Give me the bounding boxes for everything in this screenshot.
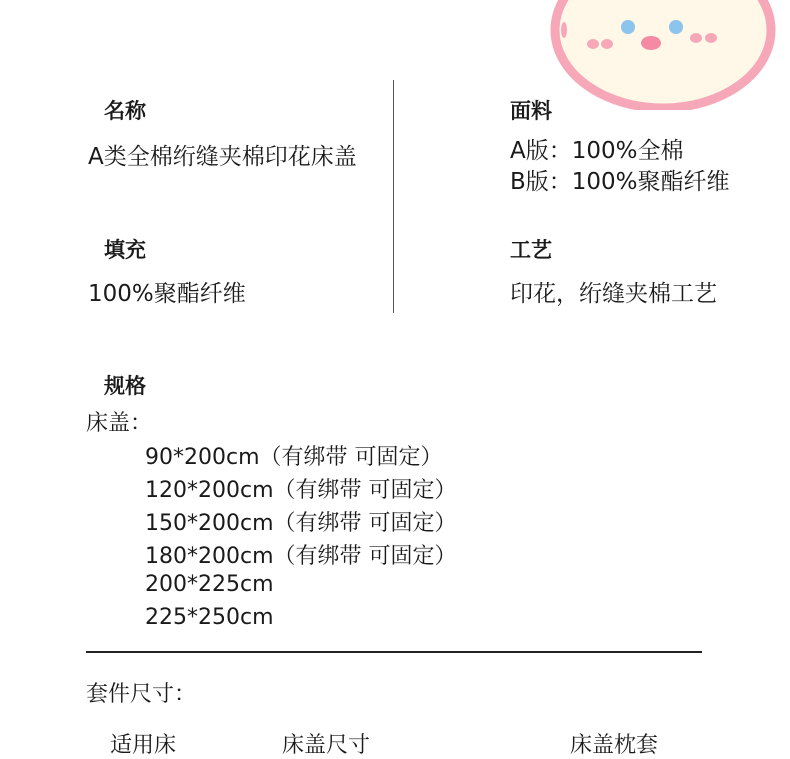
specs-heading: 规格 [104,374,146,398]
craft-value: 印花，绗缝夹棉工艺 [510,281,717,307]
column-header-cover-size: 床盖尺寸 [282,733,371,758]
craft-heading: 工艺 [510,238,552,262]
spec-size-item: 150*200cm（有绑带 可固定） [145,511,457,536]
mascot-eye-right [669,20,683,34]
vertical-divider [393,80,394,313]
column-header-pillowcase: 床盖枕套 [570,733,659,758]
fabric-line-a: A版：100%全棉 [510,138,684,164]
filling-heading: 填充 [104,238,146,262]
mascot-nose [641,36,661,50]
filling-value: 100%聚酯纤维 [88,281,246,307]
fabric-line-b: B版：100%聚酯纤维 [510,169,730,195]
name-heading: 名称 [104,99,146,123]
specs-subheading: 床盖： [86,411,153,436]
spec-size-item: 90*200cm（有绑带 可固定） [145,445,443,470]
mascot-illustration [548,0,778,110]
column-header-bed: 适用床 [110,733,177,758]
spec-size-item: 200*225cm [145,572,274,597]
spec-size-item: 120*200cm（有绑带 可固定） [145,478,457,503]
spec-size-item: 225*250cm [145,605,274,630]
horizontal-divider [86,651,702,653]
fabric-heading: 面料 [510,99,552,123]
mascot-eye-left [621,20,635,34]
spec-size-item: 180*200cm（有绑带 可固定） [145,544,457,569]
set-sizes-heading: 套件尺寸： [86,682,197,707]
name-value: A类全棉绗缝夹棉印花床盖 [88,144,357,170]
